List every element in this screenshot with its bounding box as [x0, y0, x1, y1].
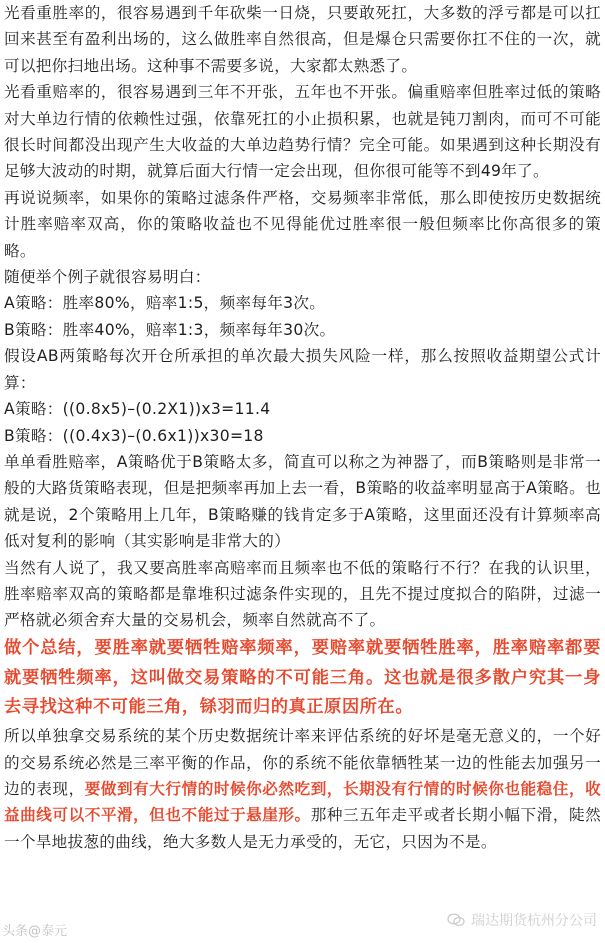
paragraph-frequency: 再说说频率，如果你的策略过滤条件严格，交易频率非常低，那么即使按历史数据统计胜率赔率双高，你的策略收益也不见得能优过胜率很一般但频率比你高很多的策略。	[4, 188, 601, 260]
paragraph-winrate: 光看重胜率的，很容易遇到千年砍柴一日烧，只要敢死扛，大多数的浮亏都是可以扛回来甚至有盈利出场的，这么做胜率自然很高，但是爆仓只需要你扛不住的一次，就可以把你扫地出场。这种事不需要多说，大家都太熟悉了。	[4, 4, 601, 75]
wechat-icon	[447, 913, 465, 927]
watermark-right-text: 瑞达期货杭州分公司	[471, 913, 597, 929]
paragraph-formula-a: A策略：((0.8x5)–(0.2X1))x3=11.4	[4, 400, 271, 419]
watermark-left	[2, 920, 67, 939]
paragraph-strategy-b: B策略：胜率40%，赔率1:3，频率每年30次。	[4, 320, 336, 339]
paragraph-objection: 当然有人说了，我又要高胜率高赔率而且频率也不低的策略行不行？在我的认识里，胜率赔率双高的策略都是靠堆积过滤条件实现的，且先不提过度拟合的陷阱，过滤一严格就必须舍弃大量的交易机会，频率自然就高不了。	[4, 558, 601, 630]
watermark-left-text: 头条@泰元	[2, 924, 68, 939]
summary-highlight: 做个总结，要胜率就要牺牲赔率频率，要赔率就要牺牲胜率，胜率赔率都要就要牺牲频率，这叫做交易策略的不可能三角。这也就是很多散户究其一身去寻找这种不可能三角，铩羽而归的真正原因所在。	[4, 637, 601, 718]
paragraph-formula-b: B策略：((0.4x3)–(0.6x1))x30=18	[4, 426, 264, 445]
conclusion-highlight: 要做到有大行情的时候你必然吃到，长期没有行情的时候你也能稳住，收益曲线可以不平滑，但也不能过于悬崖形。	[4, 779, 601, 825]
paragraph-strategy-a: A策略：胜率80%，赔率1:5，频率每年3次。	[4, 294, 326, 313]
article-body	[4, 0, 601, 855]
paragraph-comparison: 单单看胜赔率，A策略优于B策略太多，简直可以称之为神器了，而B策略则是非常一般的大路货策略表现，但是把频率再加上去一看，B策略的收益率明显高于A策略。也就是说，2个策略用上几年，B策略赚的钱肯定多于A策略，这里面还没有计算频率高低对复利的影响（其实影响是非常大的）	[4, 452, 601, 551]
paragraph-conclusion	[4, 723, 601, 855]
conclusion-text-before: 所以单独拿交易系统的某个历史数据统计率来评估系统的好坏是毫无意义的，一个好的交易系统必然是三率平衡的作品，你的系统不能依靠牺牲某一边的性能去加强另一边的表现，	[4, 727, 601, 798]
paragraph-payoff: 光看重赔率的，很容易遇到三年不开张，五年也不开张。偏重赔率但胜率过低的策略对大单边行情的依赖性过强，依靠死扛的小止损积累，也就是钝刀割肉，而可不可能很长时间都没出现产生大收益的大单边趋势行情？完全可能。如果遇到这种长期没有足够大波动的时期，就算后面大行情一定会出现，但你很可能等不到49年了。	[4, 83, 601, 181]
watermark-right	[447, 910, 597, 930]
paragraph-example-intro: 随便举个例子就很容易明白：	[4, 268, 211, 287]
conclusion-text-after: 那种三五年走平或者长期小幅下滑，陡然一个旱地拔葱的曲线，绝大多数人是无力承受的，无它，只因为不是。	[4, 806, 602, 851]
paragraph-assumption: 假设AB两策略每次开仓所承担的单次最大损失风险一样，那么按照收益期望公式计算：	[4, 347, 601, 392]
